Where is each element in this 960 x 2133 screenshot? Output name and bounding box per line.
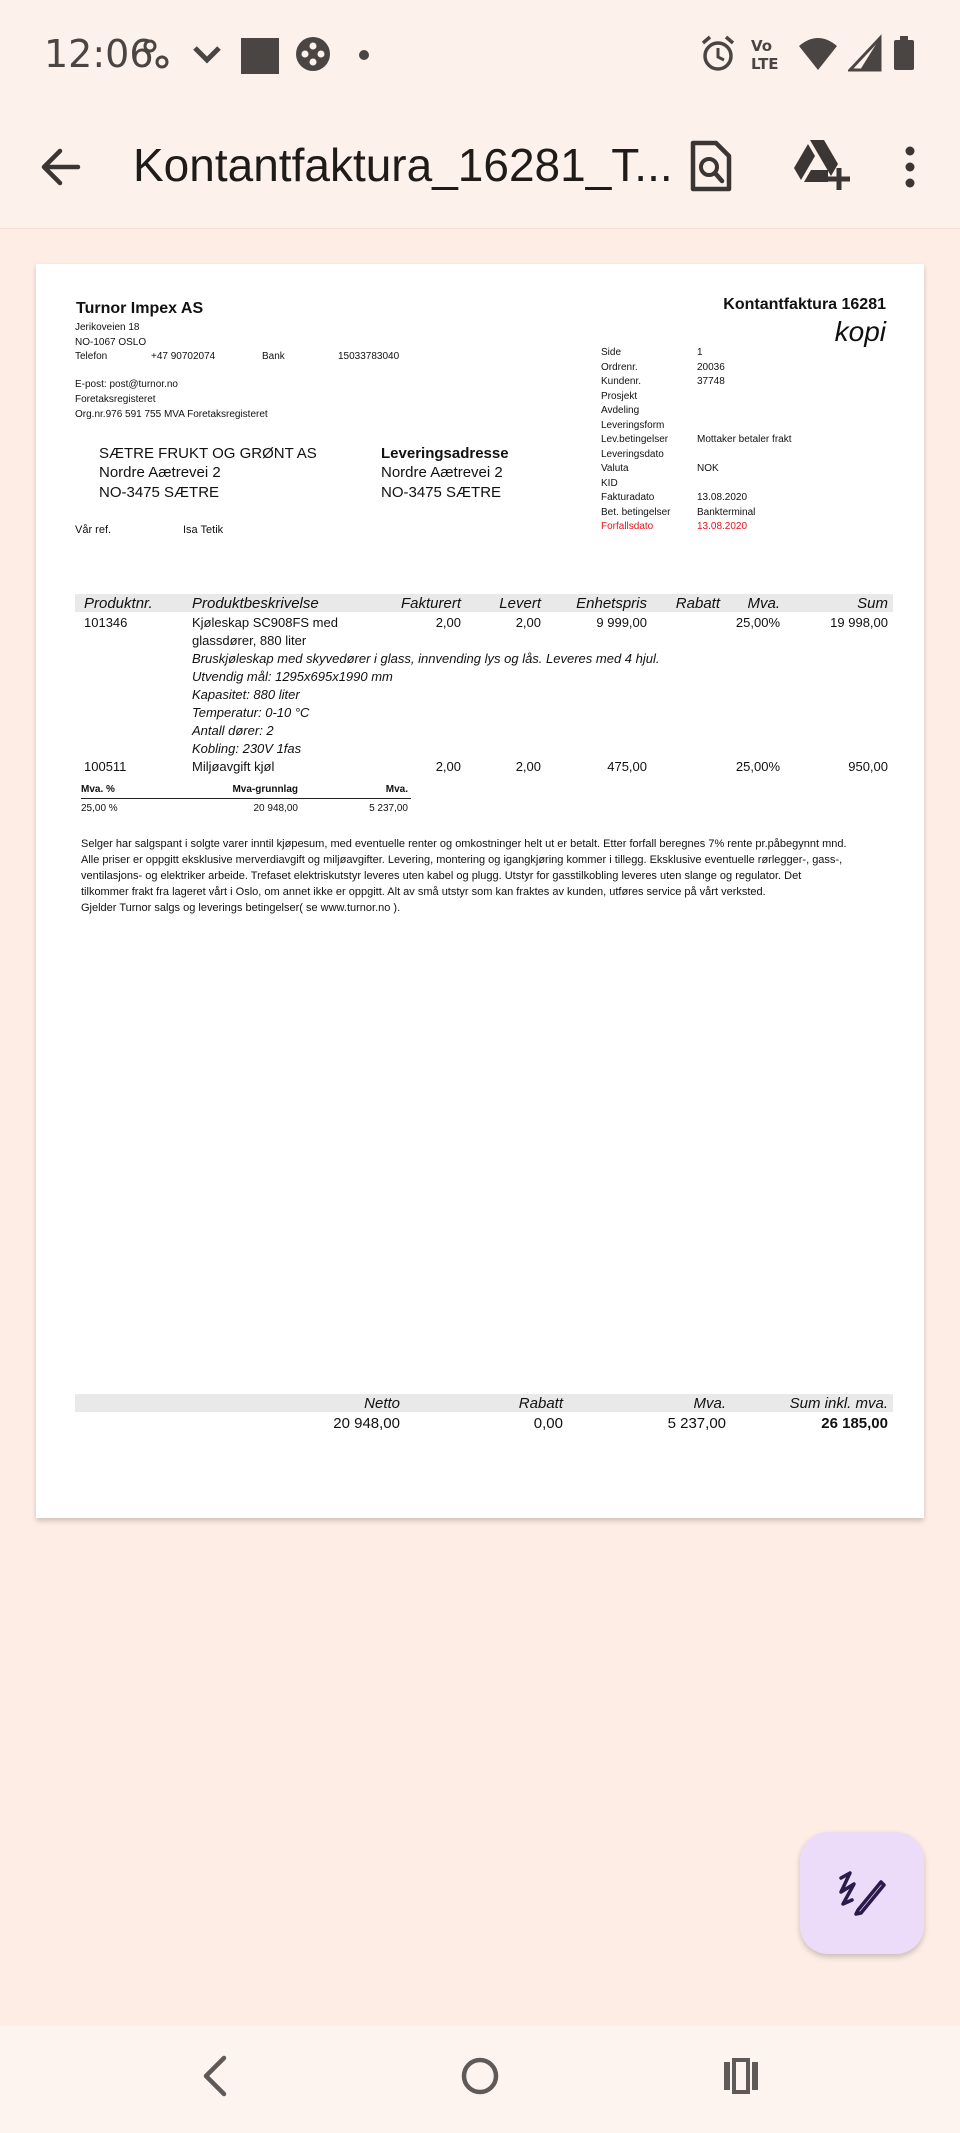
invoice-page[interactable]: [36, 264, 924, 1518]
company-org: Org.nr.976 591 755 MVA Foretaksregisteret: [75, 409, 268, 420]
col-discount: Rabatt: [675, 595, 720, 612]
vat-summary-base: 20 948,00: [253, 803, 298, 814]
col-sum: Sum: [857, 595, 888, 612]
meta-value: 37748: [697, 376, 725, 387]
line-2-invoiced: 2,00: [435, 759, 461, 774]
totals-net-value: 20 948,00: [333, 1415, 400, 1432]
delivery-street: Nordre Aætrevei 2: [381, 464, 503, 481]
vat-summary-vat: 5 237,00: [369, 803, 408, 814]
company-phone-label: Telefon: [75, 351, 108, 362]
vat-summary-rule: [81, 798, 411, 799]
edit-fab-button[interactable]: [800, 1832, 924, 1954]
line-1-delivered: 2,00: [515, 615, 541, 630]
line-1-vat: 25,00%: [735, 615, 780, 630]
meta-value: 13.08.2020: [697, 521, 748, 532]
nav-recents-icon[interactable]: [722, 2058, 760, 2094]
volte-icon: [750, 34, 786, 74]
terms-line: ventilasjons- og elektriker arbeide. Trefaset elektriskutstyr leveres uten kabel og plugg. Utstyr for gasstilkobling leveres uten slange og regulator. Det: [81, 870, 802, 882]
meta-label: Valuta: [601, 463, 629, 474]
more-notifications-dot-icon: [356, 34, 372, 74]
customer-street: Nordre Aætrevei 2: [99, 464, 221, 481]
line-1-detail: Kobling: 230V 1fas: [192, 741, 302, 756]
company-bank-label: Bank: [262, 351, 285, 362]
totals-sum-value: 26 185,00: [821, 1415, 888, 1432]
meta-value: 1: [697, 347, 703, 358]
col-delivered: Levert: [499, 595, 541, 612]
system-nav-bar: [0, 2026, 960, 2133]
col-invoiced: Fakturert: [400, 595, 461, 612]
document-title: Kontantfaktura_16281_T...: [133, 139, 673, 191]
our-ref-label: Vår ref.: [75, 524, 112, 536]
vat-summary-header-vat: Mva.: [385, 784, 408, 795]
save-to-drive-icon[interactable]: [790, 138, 850, 192]
meta-label: Leveringsform: [601, 419, 665, 431]
customer-postal: NO-3475 SÆTRE: [99, 484, 220, 501]
image-notification-icon: [241, 38, 279, 74]
col-unit-price: Enhetspris: [576, 595, 647, 612]
meta-label: Forfallsdato: [601, 521, 654, 532]
alarm-icon: [700, 34, 736, 74]
delivery-postal: NO-3475 SÆTRE: [381, 484, 502, 501]
meta-label: Leveringsdato: [601, 448, 664, 460]
wifi-icon: [797, 34, 839, 74]
company-postal: NO-1067 OSLO: [75, 337, 147, 348]
vat-summary-rate: 25,00 %: [81, 803, 118, 814]
battery-icon: [892, 34, 916, 74]
meta-label: Prosjekt: [601, 390, 638, 402]
terms-line: Selger har salgspant i solgte varer inntil kjøpesum, med eventuelle renter og omkostninger helt ut er betalt. Etter forfall beregnes 7% rente pr.påbegynnt mnd.: [81, 838, 847, 850]
company-email: E-post: post@turnor.no: [75, 379, 178, 390]
company-street: Jerikoveien 18: [75, 322, 140, 333]
svg-text:Vo: Vo: [751, 37, 773, 55]
vat-summary-header-base: Mva-grunnlag: [232, 784, 298, 795]
status-bar: [0, 0, 960, 110]
delivery-heading: Leveringsadresse: [381, 445, 509, 462]
company-phone: +47 90702074: [151, 351, 216, 362]
col-description: Produktbeskrivelse: [192, 595, 319, 612]
cellular-signal-icon: [848, 34, 882, 74]
vat-summary-header-rate: Mva. %: [81, 784, 115, 795]
line-1-detail: Antall dører: 2: [192, 723, 274, 738]
line-2-desc: Miljøavgift kjøl: [192, 759, 275, 774]
totals-discount-value: 0,00: [533, 1415, 563, 1432]
meta-label: Side: [601, 347, 622, 358]
col-vat: Mva.: [747, 595, 780, 612]
nav-back-icon[interactable]: [200, 2054, 230, 2098]
meta-label: KID: [601, 477, 618, 489]
company-name: Turnor Impex AS: [76, 300, 204, 317]
meta-value: Bankterminal: [697, 506, 756, 518]
totals-net-label: Netto: [364, 1395, 400, 1412]
line-1-unit-price: 9 999,00: [596, 615, 647, 630]
meta-label: Lev.betingelser: [601, 434, 669, 445]
totals-sum-label: Sum inkl. mva.: [789, 1395, 888, 1412]
terms-line: Gjelder Turnor salgs og leverings betingelser( se www.turnor.no ).: [81, 902, 401, 914]
line-2-product-no: 100511: [84, 759, 127, 774]
sync-notification-icon: [142, 34, 172, 74]
svg-text:LTE: LTE: [751, 55, 779, 73]
terms-line: tilkommer frakt fra lageret vårt i Oslo, om annet ikke er oppgitt. Alt av små utstyr som kan fraktes av kunden, utføres service på vårt verksted.: [81, 886, 766, 898]
meta-value: Mottaker betaler frakt: [697, 434, 792, 445]
line-1-detail: Kapasitet: 880 liter: [192, 687, 300, 702]
meta-value: 20036: [697, 361, 725, 373]
line-1-invoiced: 2,00: [435, 615, 461, 630]
line-1-product-no: 101346: [84, 615, 128, 630]
find-in-page-icon[interactable]: [688, 140, 734, 192]
meta-label: Ordrenr.: [601, 361, 638, 373]
meta-label: Avdeling: [601, 405, 640, 416]
our-ref-value: Isa Tetik: [183, 524, 224, 536]
company-registry: Foretaksregisteret: [75, 394, 156, 405]
draw-pen-icon: [838, 1870, 886, 1916]
line-1-detail: Temperatur: 0-10 °C: [192, 705, 310, 720]
totals-discount-label: Rabatt: [518, 1395, 563, 1412]
invoice-title: Kontantfaktura 16281: [723, 296, 886, 313]
col-product-no: Produktnr.: [84, 595, 153, 612]
meta-label: Bet. betingelser: [601, 506, 671, 518]
meta-value: 13.08.2020: [697, 492, 748, 503]
back-arrow-icon[interactable]: [38, 144, 84, 190]
meta-value: NOK: [697, 463, 719, 474]
line-1-sum: 19 998,00: [830, 615, 888, 630]
meta-label: Fakturadato: [601, 492, 655, 503]
line-1-detail: Utvendig mål: 1295x695x1990 mm: [192, 669, 393, 684]
company-bank: 15033783040: [338, 351, 400, 362]
line-2-vat: 25,00%: [735, 759, 780, 774]
meta-label: Kundenr.: [601, 376, 642, 387]
more-options-icon[interactable]: [900, 144, 920, 190]
terms-line: Alle priser er oppgitt eksklusive merverdiavgift og miljøavgifter. Levering, montering og igangkjøring kommer i tillegg. Eksklusive eventuelle rørlegger-, gass-,: [81, 854, 843, 866]
line-1-desc: Kjøleskap SC908FS med: [192, 615, 338, 630]
game-controller-icon: [293, 34, 333, 74]
line-1-desc2: glassdører, 880 liter: [192, 633, 307, 648]
totals-vat-label: Mva.: [693, 1395, 726, 1412]
line-2-unit-price: 475,00: [607, 759, 647, 774]
customer-name: SÆTRE FRUKT OG GRØNT AS: [99, 445, 317, 462]
line-1-detail: Bruskjøleskap med skyvedører i glass, innvending lys og lås. Leveres med 4 hjul.: [192, 651, 660, 666]
down-chevron-notification-icon: [192, 34, 222, 74]
line-2-delivered: 2,00: [515, 759, 541, 774]
totals-vat-value: 5 237,00: [667, 1415, 726, 1432]
status-time: 12:06: [44, 32, 154, 76]
nav-home-icon[interactable]: [460, 2056, 500, 2096]
line-2-sum: 950,00: [848, 759, 888, 774]
copy-label: kopi: [834, 316, 886, 347]
